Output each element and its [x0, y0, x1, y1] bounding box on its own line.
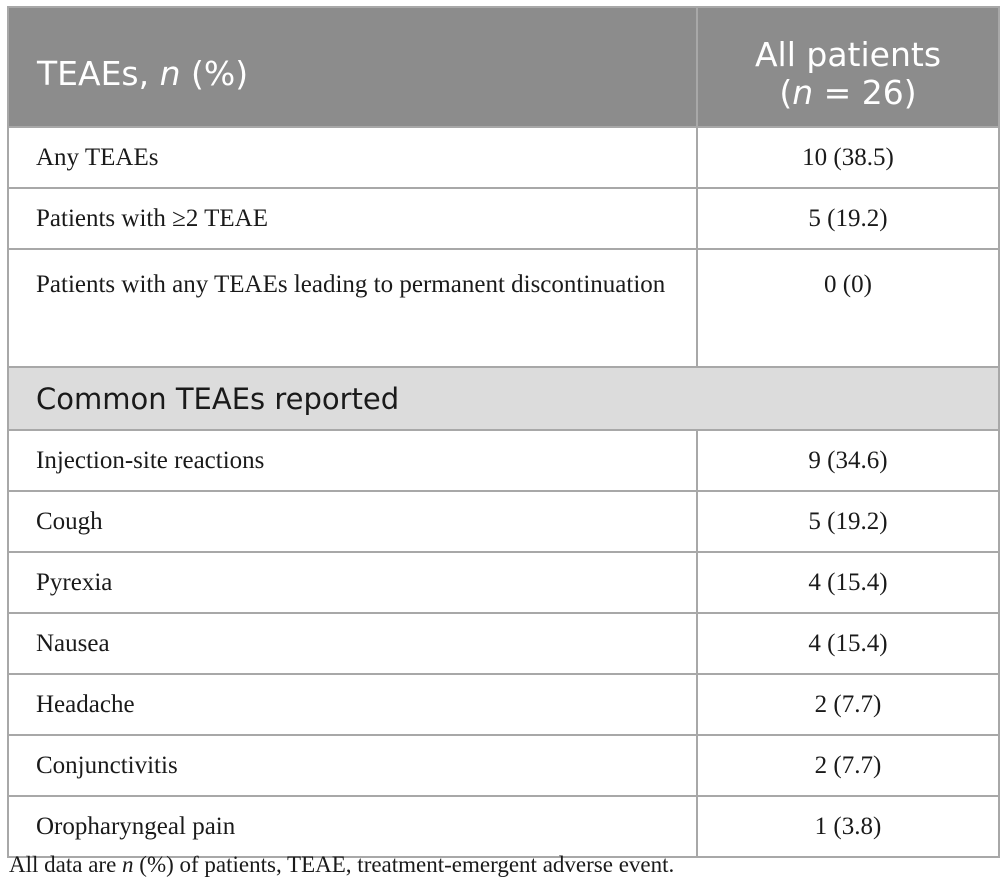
table-row [8, 430, 999, 491]
row-value: 2 (7.7) [697, 674, 999, 735]
table-row [8, 796, 999, 857]
row-value: 10 (38.5) [697, 127, 999, 188]
section-title: Common TEAEs reported [8, 367, 999, 430]
table-row [8, 674, 999, 735]
row-value: 9 (34.6) [697, 430, 999, 491]
table-row [8, 552, 999, 613]
row-value: 4 (15.4) [697, 613, 999, 674]
row-label: Headache [8, 674, 697, 735]
teae-table [7, 6, 1000, 858]
row-value: 2 (7.7) [697, 735, 999, 796]
row-label: Nausea [8, 613, 697, 674]
header-n-italic: n [792, 73, 814, 112]
footnote-n: n [122, 852, 134, 877]
row-value: 5 (19.2) [697, 491, 999, 552]
row-value: 0 (0) [697, 249, 999, 367]
header-all-patients-label: All patients [754, 35, 942, 74]
footnote-prefix: All data are [9, 852, 123, 877]
table-row [8, 491, 999, 552]
row-label: Pyrexia [8, 552, 697, 613]
section-header-row [8, 367, 999, 430]
row-label: Injection-site reactions [8, 430, 697, 491]
header-teaes-prefix: TEAEs, [37, 54, 160, 93]
row-label: Conjunctivitis [8, 735, 697, 796]
header-all-patients [697, 7, 999, 127]
table-row [8, 735, 999, 796]
table-header-row [8, 7, 999, 127]
row-value: 4 (15.4) [697, 552, 999, 613]
table-row [8, 613, 999, 674]
table-row [8, 127, 999, 188]
header-teaes-n: n [159, 54, 181, 93]
footnote-suffix: (%) of patients, TEAE, treatment-emergent adverse event. [133, 852, 675, 877]
row-label: Patients with ≥2 TEAE [8, 188, 697, 249]
row-label: Any TEAEs [8, 127, 697, 188]
header-n-count: = 26) [813, 73, 917, 112]
table-footnote [9, 852, 674, 878]
row-label: Oropharyngeal pain [8, 796, 697, 857]
header-n-open: ( [779, 73, 793, 112]
table-row [8, 249, 999, 367]
header-teaes [8, 7, 697, 127]
header-teaes-suffix: (%) [180, 54, 249, 93]
row-value: 1 (3.8) [697, 796, 999, 857]
row-label: Patients with any TEAEs leading to permanent discontinuation [8, 249, 697, 367]
table-row [8, 188, 999, 249]
row-label: Cough [8, 491, 697, 552]
row-value: 5 (19.2) [697, 188, 999, 249]
